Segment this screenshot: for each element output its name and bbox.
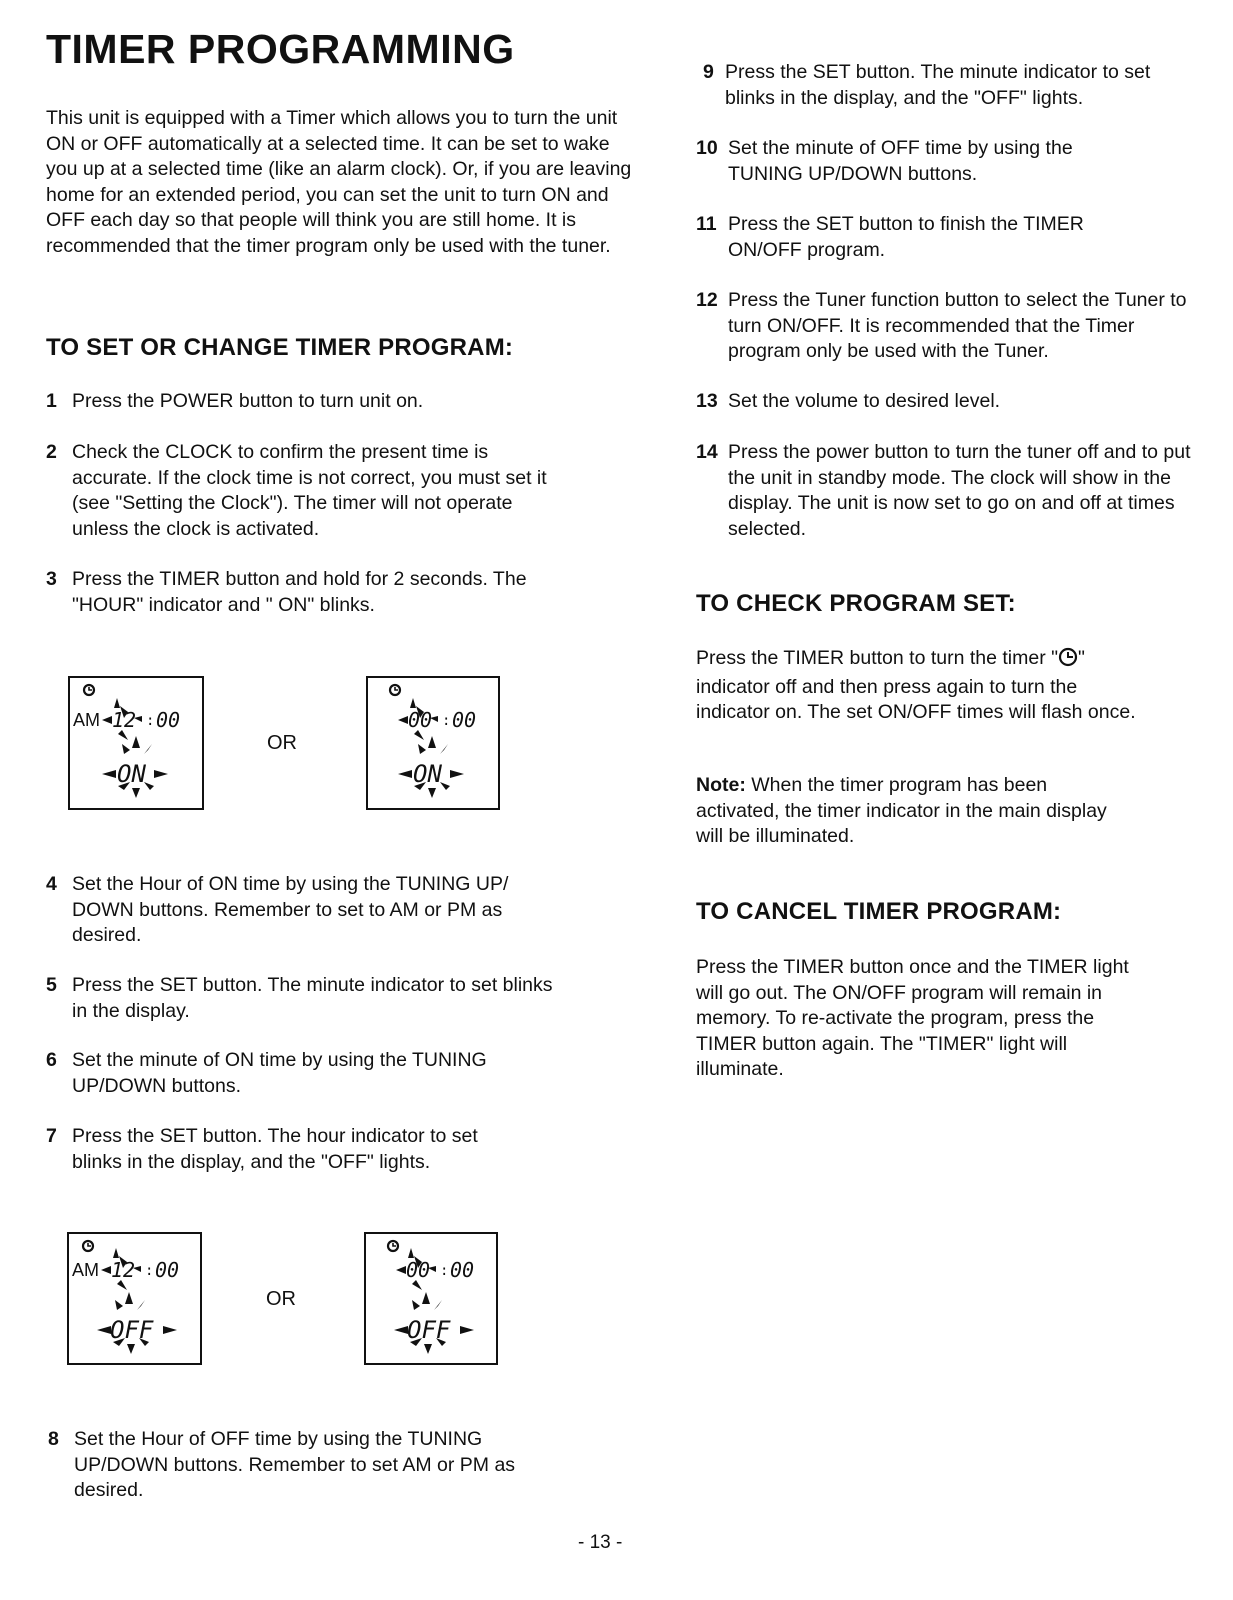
step-number: 2 <box>46 441 57 463</box>
step-12 <box>696 288 1196 365</box>
minute-digits: 00 <box>155 1258 180 1282</box>
clock-icon <box>388 1241 398 1251</box>
status-indicator: OFF <box>407 1316 451 1344</box>
minute-digits: 00 <box>452 708 477 732</box>
svg-text::: : <box>145 1263 154 1279</box>
step-text: Check the CLOCK to confirm the present time is accurate. If the clock time is not correct, you must set it (see "Setting the Clock"). The timer will not operate unless the clock is activated. <box>72 441 547 540</box>
step-number: 1 <box>46 390 57 412</box>
am-indicator: AM <box>73 710 100 730</box>
step-text: Press the SET button. The minute indicator to set blinks in the display, and the "OFF" lights. <box>725 61 1151 109</box>
am-indicator: AM <box>72 1260 99 1280</box>
lcd-display-off-am <box>67 1232 202 1365</box>
step-text: Set the minute of ON time by using the TUNING UP/DOWN buttons. <box>72 1049 487 1097</box>
status-indicator: ON <box>117 760 146 788</box>
step-text: Set the volume to desired level. <box>728 390 1001 412</box>
step-text: Set the Hour of OFF time by using the TUNING UP/DOWN buttons. Remember to set AM or PM as desired. <box>74 1428 516 1501</box>
step-1 <box>46 389 566 415</box>
step-text: Press the SET button to finish the TIMER ON/OFF program. <box>728 213 1084 261</box>
svg-text::: : <box>146 713 155 729</box>
check-text-after: " indicator off and then press again to turn the indicator on. The set ON/OFF times will flash once. <box>696 647 1136 723</box>
lcd-display-on-am <box>68 676 204 810</box>
status-indicator: ON <box>413 760 442 788</box>
clock-icon <box>390 685 400 695</box>
intro-paragraph: This unit is equipped with a Timer which allows you to turn the unit ON or OFF automatically at a selected time. It can be set to wake you up at a selected time (like an alarm clock). Or, if you are leaving home for an extended period, you can set the unit to turn ON and OFF each day so that people will think you are still home. It is recommended that the timer program only be used with the tuner. <box>46 107 632 257</box>
step-number: 7 <box>46 1125 57 1147</box>
step-text: Press the SET button. The minute indicator to set blinks in the display. <box>72 974 553 1022</box>
step-number: 6 <box>46 1049 57 1071</box>
step-number: 12 <box>696 289 718 311</box>
clock-icon <box>84 685 94 695</box>
minute-digits: 00 <box>450 1258 475 1282</box>
step-9 <box>703 60 1173 111</box>
lcd-display-off-24h <box>364 1232 498 1365</box>
note-text: When the timer program has been activated, the timer indicator in the main display will be illuminated. <box>696 774 1107 847</box>
hour-digits: 12 <box>111 1258 136 1282</box>
step-5 <box>46 973 556 1024</box>
check-text-before: Press the TIMER button to turn the timer " <box>696 647 1059 669</box>
or-label: OR <box>267 732 297 754</box>
step-4 <box>46 872 556 949</box>
note-paragraph <box>696 773 1136 850</box>
step-number: 14 <box>696 441 718 463</box>
step-text: Set the Hour of ON time by using the TUNING UP/ DOWN buttons. Remember to set to AM or PM as desired. <box>72 873 509 946</box>
step-text: Press the power button to turn the tuner off and to put the unit in standby mode. The clock will show in the display. The unit is now set to go on and off at times selected. <box>728 441 1191 540</box>
note-label: Note: <box>696 774 746 796</box>
step-number: 4 <box>46 873 57 895</box>
page-number: - 13 - <box>578 1532 623 1553</box>
step-text: Press the SET button. The hour indicator to set blinks in the display, and the "OFF" lights. <box>72 1125 478 1173</box>
check-section-heading: TO CHECK PROGRAM SET: <box>696 590 1016 617</box>
step-number: 11 <box>696 213 717 235</box>
step-11 <box>696 212 1136 263</box>
hour-digits: 00 <box>408 708 433 732</box>
minute-digits: 00 <box>156 708 181 732</box>
step-3 <box>46 567 546 618</box>
step-text: Press the Tuner function button to select the Tuner to turn ON/OFF. It is recommended that the Timer program only be used with the Tuner. <box>728 289 1187 362</box>
page-title: TIMER PROGRAMMING <box>46 26 515 72</box>
clock-icon <box>1058 647 1078 675</box>
clock-icon <box>83 1241 93 1251</box>
svg-text::: : <box>442 713 451 729</box>
lcd-display-on-24h <box>366 676 500 810</box>
cancel-paragraph: Press the TIMER button once and the TIMER light will go out. The ON/OFF program will remain in memory. To re-activate the program, press the TIMER button again. The "TIMER" light will illuminate. <box>696 956 1129 1080</box>
hour-digits: 00 <box>406 1258 431 1282</box>
step-number: 10 <box>696 137 718 159</box>
hour-digits: 12 <box>112 708 137 732</box>
step-2 <box>46 440 556 542</box>
step-13 <box>696 389 1196 415</box>
step-10 <box>696 136 1126 187</box>
status-indicator: OFF <box>110 1316 154 1344</box>
step-14 <box>696 440 1196 542</box>
step-number: 8 <box>48 1428 59 1450</box>
step-text: Press the TIMER button and hold for 2 seconds. The "HOUR" indicator and " ON" blinks. <box>72 568 527 616</box>
step-number: 3 <box>46 568 57 590</box>
step-number: 5 <box>46 974 57 996</box>
step-number: 13 <box>696 390 718 412</box>
step-text: Press the POWER button to turn unit on. <box>72 390 424 412</box>
check-paragraph <box>696 646 1156 726</box>
step-7 <box>46 1124 516 1175</box>
svg-text::: : <box>440 1263 449 1279</box>
step-text: Set the minute of OFF time by using the TUNING UP/DOWN buttons. <box>728 137 1073 185</box>
step-6 <box>46 1048 546 1099</box>
or-label: OR <box>266 1288 296 1310</box>
cancel-section-heading: TO CANCEL TIMER PROGRAM: <box>696 898 1062 925</box>
set-section-heading: TO SET OR CHANGE TIMER PROGRAM: <box>46 334 514 361</box>
step-8 <box>48 1427 548 1504</box>
step-number: 9 <box>703 61 714 83</box>
